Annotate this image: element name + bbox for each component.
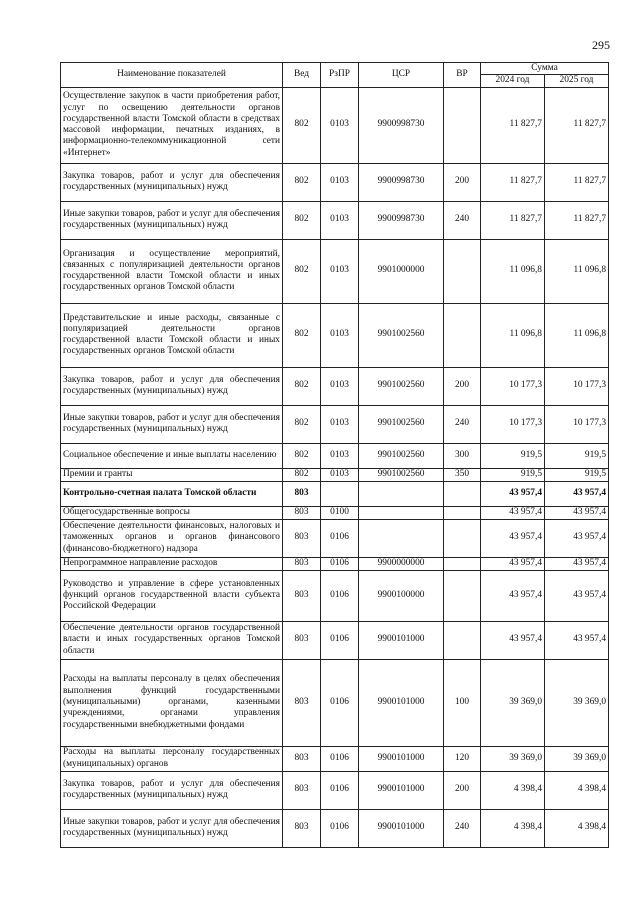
- cell-rzpr: 0106: [321, 659, 359, 746]
- table-row: [61, 468, 609, 481]
- cell-vr: 300: [444, 443, 481, 468]
- header-sum: Сумма: [481, 63, 609, 75]
- cell-name: Обеспечение деятельности органов государственной власти и иных государственных органов Томской области: [61, 621, 283, 659]
- cell-csr: 9900101000: [359, 746, 444, 771]
- cell-y2024: 11 827,7: [481, 87, 545, 163]
- cell-y2024: 39 369,0: [481, 659, 545, 746]
- cell-name: Расходы на выплаты персоналу в целях обеспечения выполнения функций государственными (муниципальными) органами, казенными учреждениями, органами управления государственными внебюджетными фондами: [61, 659, 283, 746]
- cell-y2024: 43 957,4: [481, 519, 545, 557]
- cell-name: Премии и гранты: [61, 468, 283, 481]
- cell-ved: 802: [283, 239, 321, 303]
- cell-vr: 120: [444, 746, 481, 771]
- cell-name: Иные закупки товаров, работ и услуг для обеспечения государственных (муниципальных) нужд: [61, 201, 283, 239]
- cell-csr: 9900998730: [359, 87, 444, 163]
- table-row: [61, 506, 609, 519]
- cell-csr: 9900101000: [359, 771, 444, 809]
- cell-y2025: 11 096,8: [545, 239, 609, 303]
- table-row: [61, 201, 609, 239]
- cell-y2025: 11 827,7: [545, 87, 609, 163]
- cell-rzpr: 0106: [321, 746, 359, 771]
- cell-name: Обеспечение деятельности финансовых, налоговых и таможенных органов и органов финансового (финансово-бюджетного) надзора: [61, 519, 283, 557]
- cell-ved: 803: [283, 746, 321, 771]
- cell-name: Закупка товаров, работ и услуг для обеспечения государственных (муниципальных) нужд: [61, 771, 283, 809]
- cell-ved: 802: [283, 201, 321, 239]
- cell-vr: 200: [444, 771, 481, 809]
- cell-ved: 802: [283, 303, 321, 367]
- cell-y2024: 11 827,7: [481, 163, 545, 201]
- cell-csr: [359, 506, 444, 519]
- cell-ved: 803: [283, 481, 321, 506]
- table-row: [61, 239, 609, 303]
- cell-ved: 803: [283, 557, 321, 570]
- cell-y2024: 919,5: [481, 443, 545, 468]
- cell-ved: 802: [283, 367, 321, 405]
- cell-rzpr: 0106: [321, 570, 359, 621]
- cell-ved: 802: [283, 163, 321, 201]
- cell-vr: [444, 570, 481, 621]
- cell-name: Расходы на выплаты персоналу государственных (муниципальных) органов: [61, 746, 283, 771]
- cell-rzpr: 0106: [321, 557, 359, 570]
- cell-y2024: 43 957,4: [481, 481, 545, 506]
- cell-vr: 350: [444, 468, 481, 481]
- cell-csr: 9901002560: [359, 303, 444, 367]
- cell-ved: 802: [283, 405, 321, 443]
- cell-vr: [444, 87, 481, 163]
- cell-rzpr: 0106: [321, 621, 359, 659]
- table-header: [61, 63, 609, 88]
- cell-name: Иные закупки товаров, работ и услуг для обеспечения государственных (муниципальных) нужд: [61, 405, 283, 443]
- header-vr: ВР: [444, 63, 481, 88]
- cell-csr: 9900100000: [359, 570, 444, 621]
- cell-y2025: 4 398,4: [545, 771, 609, 809]
- cell-csr: 9900998730: [359, 201, 444, 239]
- cell-csr: 9900000000: [359, 557, 444, 570]
- cell-ved: 803: [283, 519, 321, 557]
- cell-y2025: 919,5: [545, 468, 609, 481]
- table-row: [61, 809, 609, 847]
- cell-vr: 240: [444, 809, 481, 847]
- cell-y2024: 39 369,0: [481, 746, 545, 771]
- cell-y2025: 11 827,7: [545, 163, 609, 201]
- cell-vr: [444, 621, 481, 659]
- cell-vr: 200: [444, 163, 481, 201]
- cell-ved: 803: [283, 809, 321, 847]
- table-row: [61, 87, 609, 163]
- cell-y2025: 43 957,4: [545, 506, 609, 519]
- cell-vr: [444, 239, 481, 303]
- header-2024: 2024 год: [481, 75, 545, 87]
- table-row: [61, 405, 609, 443]
- cell-vr: 100: [444, 659, 481, 746]
- table-row: [61, 519, 609, 557]
- cell-csr: 9901002560: [359, 468, 444, 481]
- cell-name: Руководство и управление в сфере установленных функций органов государственной власти субъекта Российской Федерации: [61, 570, 283, 621]
- header-ved: Вед: [283, 63, 321, 88]
- cell-csr: 9901002560: [359, 443, 444, 468]
- cell-ved: 802: [283, 87, 321, 163]
- cell-name: Представительские и иные расходы, связанные с популяризацией деятельности органов государственной власти Томской области и иных государственных органов Томской области: [61, 303, 283, 367]
- table-row: [61, 621, 609, 659]
- cell-rzpr: 0103: [321, 303, 359, 367]
- table-row: [61, 303, 609, 367]
- cell-rzpr: 0103: [321, 201, 359, 239]
- cell-rzpr: 0106: [321, 519, 359, 557]
- table-row: [61, 481, 609, 506]
- cell-y2025: 11 827,7: [545, 201, 609, 239]
- cell-csr: [359, 481, 444, 506]
- cell-ved: 802: [283, 443, 321, 468]
- cell-vr: 200: [444, 367, 481, 405]
- header-2025: 2025 год: [545, 75, 609, 87]
- cell-y2024: 43 957,4: [481, 570, 545, 621]
- cell-y2024: 43 957,4: [481, 557, 545, 570]
- page-number: 295: [592, 38, 610, 52]
- table-row: [61, 659, 609, 746]
- cell-y2025: 43 957,4: [545, 621, 609, 659]
- cell-ved: 803: [283, 659, 321, 746]
- cell-csr: 9900998730: [359, 163, 444, 201]
- cell-name: Организация и осуществление мероприятий, связанных с популяризацией деятельности органов государственной власти Томской области и иных государственных органов Томской области: [61, 239, 283, 303]
- cell-y2024: 919,5: [481, 468, 545, 481]
- cell-vr: 240: [444, 201, 481, 239]
- cell-y2024: 43 957,4: [481, 621, 545, 659]
- cell-name: Общегосударственные вопросы: [61, 506, 283, 519]
- cell-csr: 9901002560: [359, 367, 444, 405]
- cell-vr: [444, 519, 481, 557]
- cell-y2025: 919,5: [545, 443, 609, 468]
- cell-y2025: 10 177,3: [545, 405, 609, 443]
- cell-name: Иные закупки товаров, работ и услуг для обеспечения государственных (муниципальных) нужд: [61, 809, 283, 847]
- table-body: [61, 87, 609, 847]
- cell-y2025: 43 957,4: [545, 519, 609, 557]
- cell-csr: 9901002560: [359, 405, 444, 443]
- cell-csr: 9901000000: [359, 239, 444, 303]
- cell-rzpr: 0103: [321, 163, 359, 201]
- cell-vr: [444, 303, 481, 367]
- cell-ved: 803: [283, 621, 321, 659]
- cell-csr: 9900101000: [359, 809, 444, 847]
- cell-rzpr: 0106: [321, 771, 359, 809]
- cell-vr: [444, 506, 481, 519]
- cell-vr: [444, 557, 481, 570]
- cell-name: Закупка товаров, работ и услуг для обеспечения государственных (муниципальных) нужд: [61, 163, 283, 201]
- cell-rzpr: 0103: [321, 239, 359, 303]
- cell-rzpr: 0103: [321, 443, 359, 468]
- cell-name: Контрольно-счетная палата Томской области: [61, 481, 283, 506]
- header-csr: ЦСР: [359, 63, 444, 88]
- cell-rzpr: 0103: [321, 405, 359, 443]
- cell-y2024: 4 398,4: [481, 771, 545, 809]
- cell-y2024: 10 177,3: [481, 405, 545, 443]
- cell-ved: 803: [283, 570, 321, 621]
- cell-y2025: 43 957,4: [545, 570, 609, 621]
- header-rzpr: РзПР: [321, 63, 359, 88]
- cell-y2025: 39 369,0: [545, 659, 609, 746]
- cell-csr: 9900101000: [359, 621, 444, 659]
- cell-y2025: 11 096,8: [545, 303, 609, 367]
- table-row: [61, 443, 609, 468]
- cell-y2024: 43 957,4: [481, 506, 545, 519]
- cell-y2025: 43 957,4: [545, 481, 609, 506]
- table-row: [61, 771, 609, 809]
- cell-y2025: 4 398,4: [545, 809, 609, 847]
- cell-vr: [444, 481, 481, 506]
- cell-name: Закупка товаров, работ и услуг для обеспечения государственных (муниципальных) нужд: [61, 367, 283, 405]
- table-row: [61, 570, 609, 621]
- header-name: Наименование показателей: [61, 63, 283, 88]
- cell-y2025: 10 177,3: [545, 367, 609, 405]
- cell-rzpr: 0103: [321, 468, 359, 481]
- budget-table: [60, 62, 609, 848]
- cell-rzpr: 0106: [321, 809, 359, 847]
- cell-y2024: 10 177,3: [481, 367, 545, 405]
- table-row: [61, 557, 609, 570]
- table-row: [61, 367, 609, 405]
- cell-rzpr: 0100: [321, 506, 359, 519]
- cell-y2024: 11 827,7: [481, 201, 545, 239]
- cell-y2025: 39 369,0: [545, 746, 609, 771]
- cell-ved: 802: [283, 468, 321, 481]
- cell-name: Непрограммное направление расходов: [61, 557, 283, 570]
- cell-y2024: 11 096,8: [481, 303, 545, 367]
- cell-y2025: 43 957,4: [545, 557, 609, 570]
- cell-vr: 240: [444, 405, 481, 443]
- cell-ved: 803: [283, 506, 321, 519]
- cell-rzpr: 0103: [321, 367, 359, 405]
- cell-y2024: 11 096,8: [481, 239, 545, 303]
- cell-csr: 9900101000: [359, 659, 444, 746]
- cell-rzpr: [321, 481, 359, 506]
- cell-y2024: 4 398,4: [481, 809, 545, 847]
- cell-name: Социальное обеспечение и иные выплаты населению: [61, 443, 283, 468]
- cell-ved: 803: [283, 771, 321, 809]
- cell-name: Осуществление закупок в части приобретения работ, услуг по освещению деятельности органов государственной власти Томской области в средствах массовой информации, печатных изданиях, в информационно-телекоммуникационной сети «Интернет»: [61, 87, 283, 163]
- cell-rzpr: 0103: [321, 87, 359, 163]
- table-row: [61, 746, 609, 771]
- cell-csr: [359, 519, 444, 557]
- table-row: [61, 163, 609, 201]
